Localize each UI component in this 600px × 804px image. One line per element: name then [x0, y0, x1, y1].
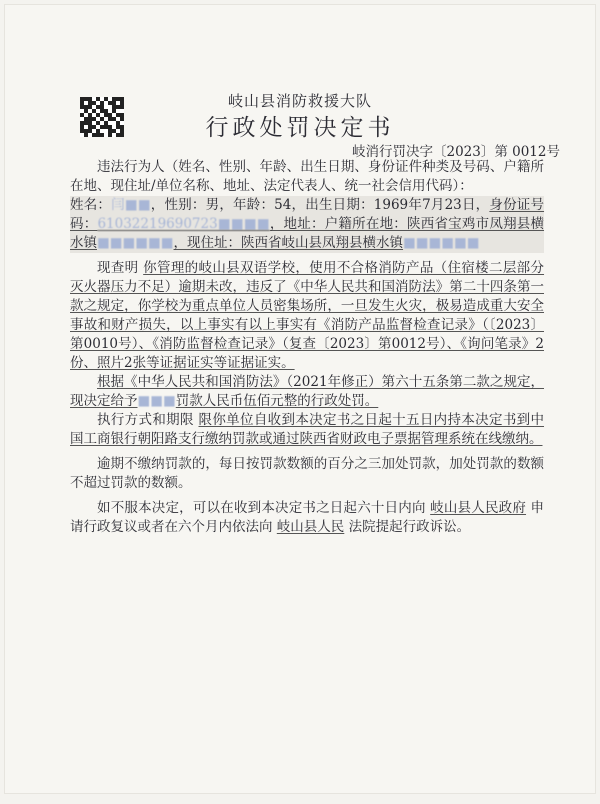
agency-name: 岐山县消防救援大队 [227, 92, 372, 110]
penalty-paragraph [70, 373, 544, 411]
overdue-paragraph: 逾期不缴纳罚款的，每日按罚款数额的百分之三加处罚款，加处罚款的数额不超过罚款的数额。 [70, 456, 544, 491]
hukou-address: ，地址：户籍所在地：陕西省宝鸡市凤翔县横水镇 [70, 216, 545, 251]
facts-lead: 现查明 [97, 260, 139, 276]
appeal-a: 如不服本决定，可以在收到本决定书之日起六十日内向 [97, 500, 426, 516]
execution-text: 限你单位自收到本决定书之日起十五日内持本决定书到中国工商银行朝阳路支行缴纳罚款或通过陕西省财政电子票据管理系统在线缴纳。 [70, 412, 545, 447]
id-value: 61032219690723■■■■ [97, 216, 270, 232]
penalty-redacted: ■■■ [137, 393, 176, 409]
gender-birth: ，性别：男，年龄：54，出生日期：1969年7月23日， [150, 197, 490, 213]
appeal-paragraph [70, 499, 544, 537]
appeal-c: 申请行政复议或者在六个月内依法向 [70, 500, 545, 535]
execution-paragraph [70, 411, 544, 449]
residence-redacted: ■■■■■■ [403, 235, 480, 251]
execution-lead: 执行方式和期限 [97, 412, 194, 428]
penalty-amount: 罚款人民币伍佰元整的行政处罚。 [175, 393, 379, 409]
document-body [70, 158, 544, 537]
decision-document [4, 4, 596, 794]
appeal-government: 岐山县人民政府 [430, 500, 527, 516]
party-details [70, 196, 544, 253]
document-number: 岐消行罚决字〔2023〕第 0012号 [351, 144, 560, 160]
document-title: 行政处罚决定书 [205, 115, 395, 141]
appeal-court: 岐山县人民 [276, 519, 345, 535]
penalty-basis: 根据《中华人民共和国消防法》（2021年修正）第六十五条第二款之规定，现决定给予 [70, 374, 544, 409]
name-label: 姓名： [70, 197, 112, 213]
facts-text: 你管理的岐山县双语学校，使用不合格消防产品（住宿楼二层部分灭火器压力不足）逾期未改，违反了《中华人民共和国消防法》第二十四条第一款之规定，你学校为重点单位人员密集场所，一旦发生火灾，极易造成重大安全事故和财产损失，以上事实有以上事实有《消防产品监督检查记录》（〔2023〕第0010号）、《消防监督检查记录》（复查〔2023〕第0012号）、《询问笔录》2份、照片2张等证据证实等证据证实。 [70, 260, 545, 371]
appeal-e: 法院提起行政诉讼。 [348, 519, 471, 535]
id-label: 身份证号码： [70, 197, 545, 232]
facts-paragraph [70, 259, 544, 373]
name-value: 闫■■ [111, 197, 151, 213]
hukou-redacted: ■■■■■■ [97, 235, 174, 251]
party-intro: 违法行为人（姓名、性别、年龄、出生日期、身份证件种类及号码、户籍所在地、现住址/单位名称、地址、法定代表人、统一社会信用代码）： [70, 159, 544, 194]
residence-address: ，现住址：陕西省岐山县凤翔县横水镇 [173, 235, 404, 251]
